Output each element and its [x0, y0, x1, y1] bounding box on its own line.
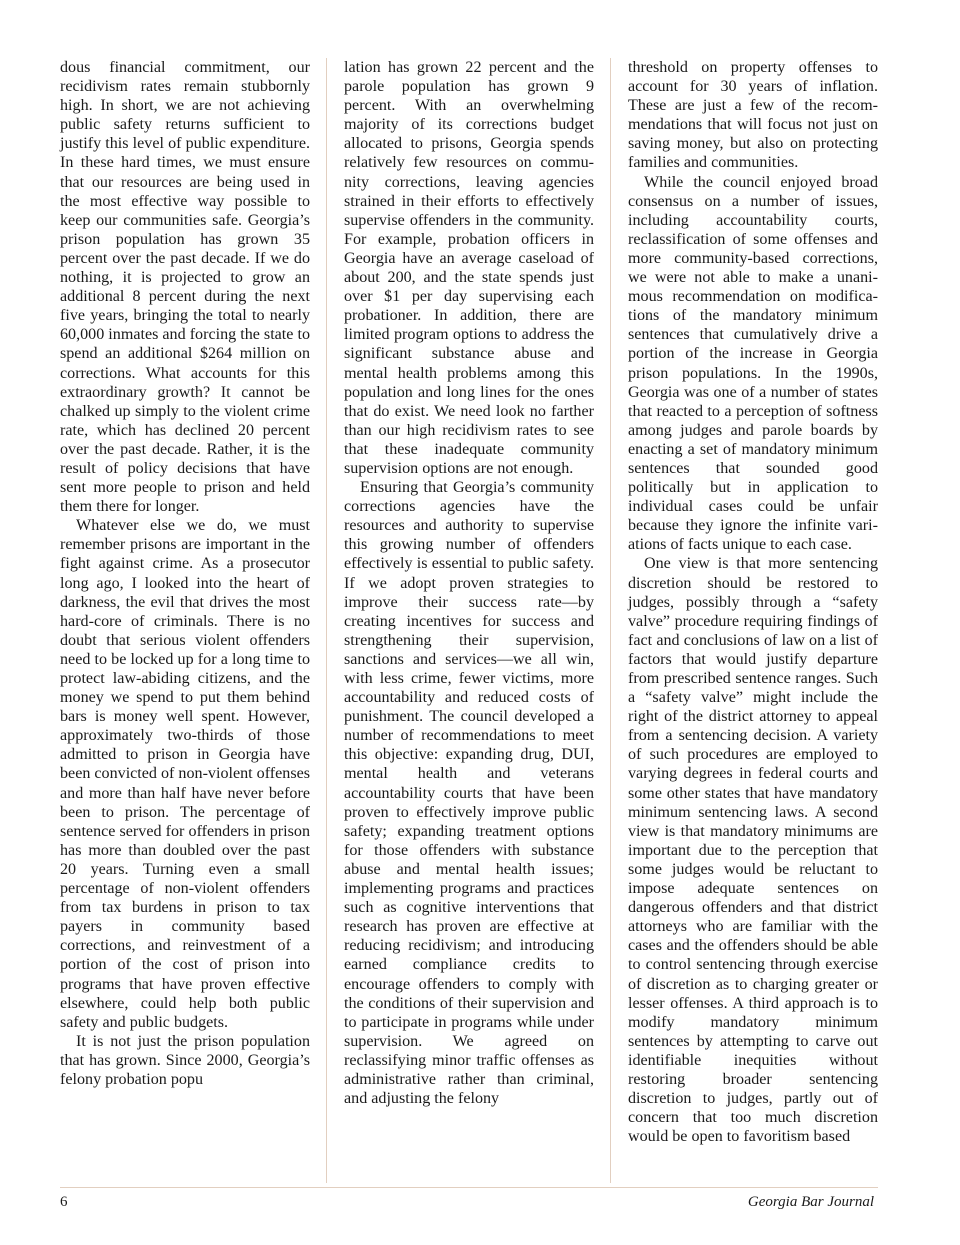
- paragraph: Ensuring that Georgia’s community corrections agencies have the resources and authority to supervise this growing number of offenders effectively is essential to public safety. If we adopt proven strategies to improve their success rate—by creating incentives for success and strengthening their supervision, sanctions and services—we all win, with less crime, fewer victims, more accountability and reduced costs of punishment. The council developed a number of recommendations to meet this objective: expanding drug, DUI, mental health and veterans accountability courts that have been proven to effectively improve public safety; expanding treatment options for those offenders with substance abuse and mental health issues; implementing programs and practices such as cognitive interventions that research has proven are effective at reducing recidivism; and introducing earned compliance credits to encourage offenders to comply with the conditions of their supervision and to participate in programs while under supervision. We agreed on reclassifying minor traffic offenses as administrative rather than criminal, and adjusting the felony: [344, 479, 594, 1108]
- paragraph: lation has grown 22 percent and the parole population has grown 9 percent. With an overwhelming majority of its corrections budget allocated to prisons, Georgia spends relatively few resources on community corrections, leaving agencies strained in their efforts to effectively supervise offenders in the community. For example, probation officers in Georgia have an average caseload of about 200, and the state spends just over $1 per day supervising each probationer. In addition, there are limited program options to address the significant substance abuse and mental health problems among this population and long lines for the ones that do exist. We need look no farther than our high recidivism rates to see that these inadequate community supervision options are not enough.: [344, 59, 594, 477]
- paragraph: While the council enjoyed broad consensus on a number of issues, including accountability courts, reclassification of some offenses and more community-based corrections, we were not able to make a unanimous recommendation on modifications of the mandatory minimum sentences that cumulatively drive a portion of the increase in Georgia prison populations. In the 1990s, Georgia was one of a number of states that reacted to a perception of softness among judges and parole boards by enacting a set of mandatory minimum sentences that sounded good politically but in application to individual cases could be unfair because they ignore the infinite variations of facts unique to each case.: [628, 173, 878, 554]
- paragraph: dous financial commitment, our recidivism rates remain stubbornly high. In short, we are not achieving public safety returns sufficient to justify this level of public expenditure. In these hard times, we must ensure that our resources are being used in the most effective way possible to keep our communities safe. Georgia’s prison population has grown 35 percent over the past decade. If we do nothing, it is projected to grow an additional 8 percent during the next five years, bringing the total to nearly 60,000 inmates and forcing the state to spend an additional $264 million on corrections. What accounts for this extraordinary growth? It cannot be chalked up simply to the violent crime rate, which has declined 20 percent over the past decade. Rather, it is the result of policy decisions that have sent more people to prison and held them there for longer.: [60, 59, 310, 516]
- column-divider: [610, 58, 611, 1183]
- page-number: 6: [60, 1194, 68, 1210]
- paragraph: threshold on property offenses to account for 30 years of inflation. These are just a few of the recommendations that will focus not just on saving money, but also on protecting families and communities.: [628, 59, 878, 172]
- journal-title: Georgia Bar Journal: [747, 1194, 874, 1210]
- paragraph: Whatever else we do, we must remember prisons are important in the fight against crime. As a prosecutor long ago, I looked into the heart of darkness, the evil that drives the most hard-core of criminals. There is no doubt that serious violent offenders need to be locked up for a long time to protect law-abiding citizens, and the money we spend to put them behind bars is money well spent. However, approximately two-thirds of those admitted to prison in Georgia have been convicted of non-violent offenses and more than half have never before been to prison. The percentage of sentence served for offenders in prison has more than doubled over the past 20 years. Turning even a small percentage of non-violent offenders from tax burdens in prison to tax payers in community based corrections, and reinvestment of a portion of the cost of prison into programs that have proven effective elsewhere, could help both public safety and public budgets.: [60, 517, 310, 1031]
- footer-rule: [60, 1187, 878, 1188]
- column-divider: [326, 58, 327, 1183]
- text-column-1: [60, 58, 310, 1089]
- paragraph: It is not just the prison population that has grown. Since 2000, Georgia’s felony probation popu: [60, 1032, 310, 1088]
- paragraph: One view is that more sentencing discretion should be restored to judges, possibly through a “safety valve” procedure requiring findings of fact and conclusions of law on a list of factors that would justify departure from prescribed sentence ranges. Such a “safety valve” might include the right of the district attorney to appeal from a sentencing decision. A variety of such procedures are employed to varying degrees in federal courts and some other states that have mandatory minimum sentencing laws. A second view is that mandatory minimums are important due to the perception that some judges would be reluctant to impose adequate sentences on dangerous offenders and that district attorneys who are familiar with the cases and the offenders should be able to control sentencing through exercise of discretion as to charging greater or lesser offenses. A third approach is to modify mandatory minimum sentences by attempting to carve out identifiable inequities without restoring broader sentencing discretion to judges, partly out of concern that too much discretion would be open to favoritism based: [628, 555, 878, 1146]
- text-column-3: [628, 58, 878, 1146]
- text-column-2: [344, 58, 594, 1108]
